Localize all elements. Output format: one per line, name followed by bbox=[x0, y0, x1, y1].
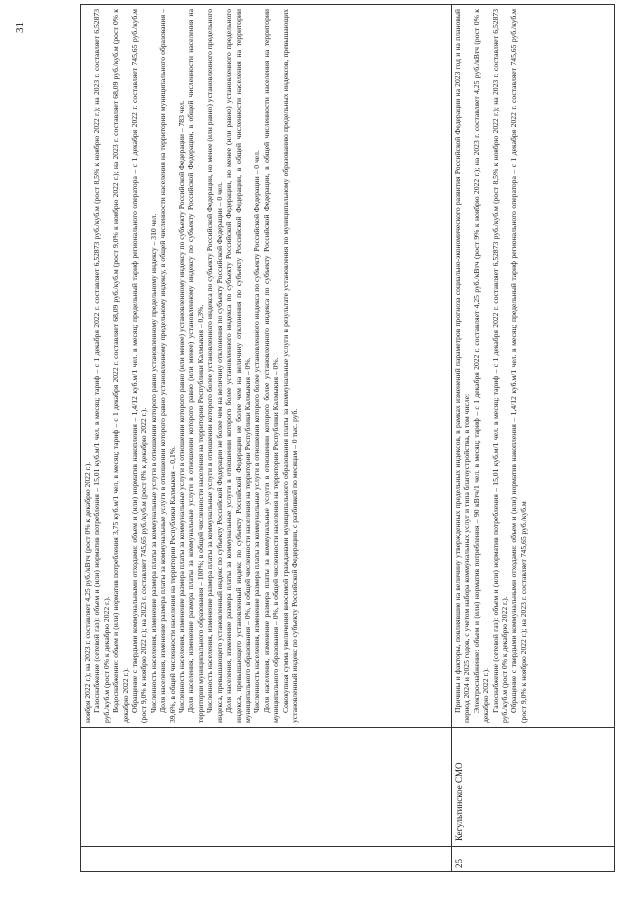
row-paragraph: Газоснабжение (сетевой газ): объем и (или) норматив потребления – 15,01 куб.м/1 чел. в месяц; тариф – с 1 декабря 2022 г. составляет 6,52873 руб./куб.м (рост 8,5% к ноябрю 2022 г.); на 2023 г. составляет 6,52873 руб./куб.м (рост 0% к декабрю 2022 г.). bbox=[92, 9, 111, 723]
row-paragraph: Обращение с твердыми коммунальными отходами: объем и (или) норматив накопления – 1,4/12 куб.м/1 чел. в месяц; предельный тариф регионального оператора – с 1 декабря 2022 г. составляет 745,65 руб./куб.м (рост 9,0% к ноябрю 2022 г.); на 2023 г. составляет 745,65 руб./куб.м bbox=[509, 9, 528, 723]
row-paragraph: Совокупная сумма увеличения вносимой гражданами муниципального образования платы за коммунальные услуги в результате установления по муниципальному образованию предельных индексов, превышающих установленный индекс по субъекту Российской Федерации, с разбивкой по месяцам – 0 тыс. руб. bbox=[280, 9, 299, 723]
table-column-divider bbox=[81, 846, 614, 847]
row-number: 25 bbox=[454, 859, 464, 868]
row-paragraph: ноября 2022 г.); на 2023 г. составляет 4,25 руб./кВтч (рост 0% к декабрю 2022 г.). bbox=[83, 461, 92, 723]
row-paragraph: Доля населения, изменение размера платы за коммунальные услуги в отношении которого равно (или менее) установленному индексу по субъекту Российской Федерации, в общей численности населения на территории муниципального образования – 100%; в общей численности населения на территории Республики Калмыкия – 0,3%. bbox=[186, 9, 205, 723]
row-paragraph: Доля населения, изменение размера платы за коммунальные услуги в отношении которого более установленного индекса по субъекту Российской Федерации, но менее (или равно) установленного предельного индекса, превышающего установленный индекс по субъекту Российской Федерации не более чем на величину отклонения по субъекту Российской Федерации, в общей численности населения на территории муниципального образования – 0%, в общей численности населения на территории Республики Калмыкия – 0%. bbox=[224, 9, 252, 723]
row-paragraph: Газоснабжение (сетевой газ): объем и (или) норматив потребления – 15,01 куб.м/1 чел. в месяц; тариф – с 1 декабря 2022 г. составляет 6,52873 руб./куб.м (рост 8,5% к ноябрю 2022 г.); на 2023 г. составляет 6,52873 руб./куб.м (рост 0% к декабрю 2022 г.). bbox=[490, 9, 510, 723]
row-paragraph: Численность населения, изменение размера платы за коммунальные услуги в отношении которого равно установленному предельному индексу – 310 чел. bbox=[148, 213, 158, 713]
row-paragraph: Электроснабжение: объем и (или) норматив потребления – 90 кВтч/1 чел. в месяц; тариф – с 1 декабря 2022 г. составляет 4,25 руб./кВтч (рост 9% к ноябрю 2022 г.); на 2023 г. составляет 4,25 руб./кВтч (рост 0% к декабрю 2022 г.). bbox=[471, 9, 491, 723]
row-paragraph: Причины и факторы, повлиявшие на величину утвержденных предельных индексов, в рамках изменений параметров прогноза социально-экономического развития Российской Федерации на 2023 год и на плановый период 2024 и 2025 годов, с учетом набора коммунальных услуг и типа благоустройства, в том числе: bbox=[453, 9, 472, 723]
row-paragraph: Численность населения, изменение размера платы за коммунальные услуги в отношении которого равно (или менее) установленному индексу по субъекту Российской Федерации – 783 чел. bbox=[177, 100, 187, 713]
table-column-divider bbox=[81, 727, 614, 728]
row-description bbox=[83, 9, 449, 723]
row-paragraph: Обращение с твердыми коммунальными отходами: объем и (или) норматив накопления – 1,4/12 куб.м/1 чел. в месяц; предельный тариф регионального оператора – с 1 декабря 2022 г. составляет 745,65 руб./куб.м (рост 9,0% к ноябрю 2022 г.); на 2023 г. составляет 745,65 руб./куб.м (рост 0% к декабрю 2022 г.). bbox=[130, 9, 149, 723]
row-paragraph: Доля населения, изменение размера платы за коммунальные услуги в отношении которого равно установленному предельному индексу, в общей численности населения на территории муниципального образования – 39,6%, в общей численности населения на территории Республики Калмыкия – 0,1%. bbox=[158, 9, 177, 723]
row-description bbox=[453, 9, 613, 723]
row-municipality-name: Кегультинское СМО bbox=[454, 762, 464, 841]
page-number: 31 bbox=[14, 22, 26, 33]
row-paragraph: Водоснабжение: объем и (или) норматив потребления 3,75 куб.м/1 чел. в месяц; тариф – с 1 декабря 2022 г. составляет 68,09 руб./куб.м (рост 9,0% к ноябрю 2022 г.); на 2023 г. составляет 68,09 руб./куб.м (рост 0% к декабрю 2022 г.). bbox=[111, 9, 130, 723]
row-paragraph: Доля населения, изменение размера платы за коммунальные услуги в отношении которого более установленного индекса по субъекту Российской Федерации, в общей численности населения на территории муниципального образования – 0%, в общей численности населения на территории Республики Калмыкия – 0%. bbox=[261, 9, 281, 723]
row-paragraph: Численность населения, изменение размера платы за коммунальные услуги в отношении которого более установленного индекса по субъекту Российской Федерации, но менее (или равно) установленного предельного индекса, превышающего установленный индекс по субъекту Российской Федерации не более чем на величину отклонения по субъекту Российской Федерации – 0 чел. bbox=[205, 9, 224, 723]
row-paragraph: Численность населения, изменение размера платы за коммунальные услуги в отношении которого более установленного индекса по субъекту Российской Федерации – 0 чел. bbox=[252, 150, 262, 713]
data-table bbox=[80, 4, 615, 872]
table-row-divider bbox=[451, 5, 452, 871]
